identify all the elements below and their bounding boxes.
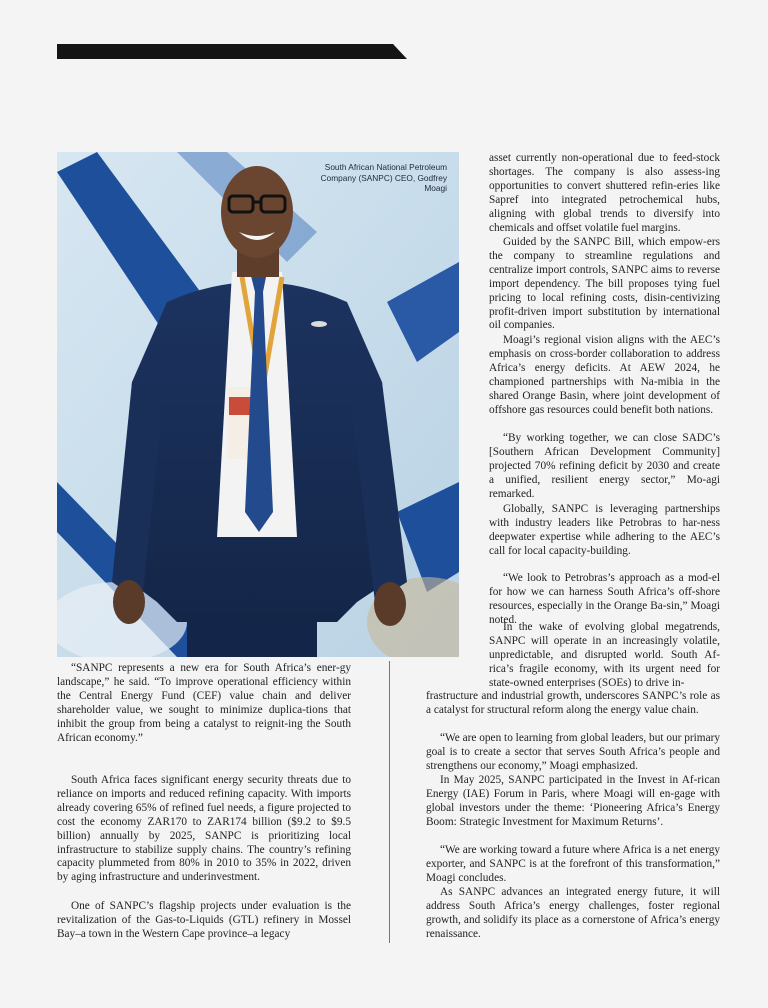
- right-bottom-paragraph-3: In May 2025, SANPC participated in the Invest in Af-rican Energy (IAE) Forum in Paris, where Moagi will en-gage with global investors under the theme: ‘Pioneering Africa’s Energy Boom: Strategic Investment for Maximum Returns’.: [426, 774, 720, 828]
- right-paragraph-6: “We look to Petrobras’s approach as a mod-el for how we can harness South Africa’s off-shore resources, especially in the Orange Ba-sin,” Moagi noted.: [489, 572, 720, 626]
- right-paragraph-4: “By working together, we can close SADC’s [Southern African Development Community] projected 70% refining deficit by 2030 and create a unified, resilient energy sector,” Mo-agi remarked.: [489, 432, 720, 500]
- section-header-bar: [57, 44, 407, 59]
- right-paragraph-3: Moagi’s regional vision aligns with the AEC’s emphasis on cross-border collaboration to address Africa’s energy deficits. At AEW 2024, he championed partnerships with Na-mibia in the shared Orange Basin, where joint development of offshore gas resources could benefit both nations.: [489, 334, 720, 416]
- right-bottom-paragraph-1: frastructure and industrial growth, underscores SANPC’s role as a catalyst for structural reform along the energy value chain.: [426, 690, 720, 716]
- right-bottom-paragraph-4: “We are working toward a future where Africa is a net energy exporter, and SANPC is at the forefront of this transformation,” Moagi concludes.: [426, 844, 720, 884]
- ceo-photo: [57, 152, 459, 657]
- right-paragraph-2: Guided by the SANPC Bill, which empow-ers the company to streamline regulations and centralize import controls, SANPC aims to reverse import dependency. The bill proposes tying fuel pricing to local refining costs, disin-centivizing profit-driven import substitution by international oil companies.: [489, 236, 720, 332]
- photo-caption: South African National Petroleum Company (SANPC) CEO, Godfrey Moagi: [320, 162, 447, 194]
- left-paragraph-3: One of SANPC’s flagship projects under evaluation is the revitalization of the Gas-to-Liquids (GTL) refinery in Mossel Bay–a town in the Western Cape province–a legacy: [57, 900, 351, 940]
- column-divider: [389, 661, 390, 943]
- right-bottom-paragraph-5: As SANPC advances an integrated energy future, it will address South Africa’s energy challenges, foster regional growth, and solidify its place as a cornerstone of Africa’s energy renaissance.: [426, 886, 720, 940]
- left-paragraph-2: South Africa faces significant energy security threats due to reliance on imports and reduced refining capacity. With imports already covering 65% of refined fuel needs, a figure projected to cost the economy ZAR170 to ZAR174 billion ($9.2 to $9.5 billion) annually by 2025, SANPC is prioritizing local infrastructure to stabilize supply chains. The country’s refining capacity plummeted from 80% in 2010 to 35% in 2022, driven by aging infrastructure and underinvestment.: [57, 774, 351, 884]
- right-bottom-paragraph-2: “We are open to learning from global leaders, but our primary goal is to create a sector that serves South Africa’s people and strengthens our economy,” Moagi emphasized.: [426, 732, 720, 772]
- ceo-portrait-illustration: [57, 152, 459, 657]
- left-paragraph-1: “SANPC represents a new era for South Africa’s ener-gy landscape,” he said. “To improve operational efficiency within the Central Energy Fund (CEF) value chain and deliver shareholder value, we sought to minimize duplica-tions that inhibit the group from being a catalyst to reignit-ing the South African economy.”: [57, 662, 351, 744]
- right-paragraph-5: Globally, SANPC is leveraging partnerships with industry leaders like Petrobras to har-ness deepwater expertise while adhering to the AEC’s call for local capacity-building.: [489, 503, 720, 557]
- right-paragraph-7: In the wake of evolving global megatrends, SANPC will operate in an increasingly volatile, unpredictable, and disrupted world. South Af-rica’s fragile economy, with its urgent need for state-owned enterprises (SOEs) to drive in-: [489, 621, 720, 689]
- right-paragraph-1: asset currently non-operational due to feed-stock shortages. The company is also assess-ing opportunities to convert shuttered refin-eries like Sapref into integrated petrochemical hubs, aligning with global trends to diversify into chemicals and offset volatile fuel margins.: [489, 152, 720, 234]
